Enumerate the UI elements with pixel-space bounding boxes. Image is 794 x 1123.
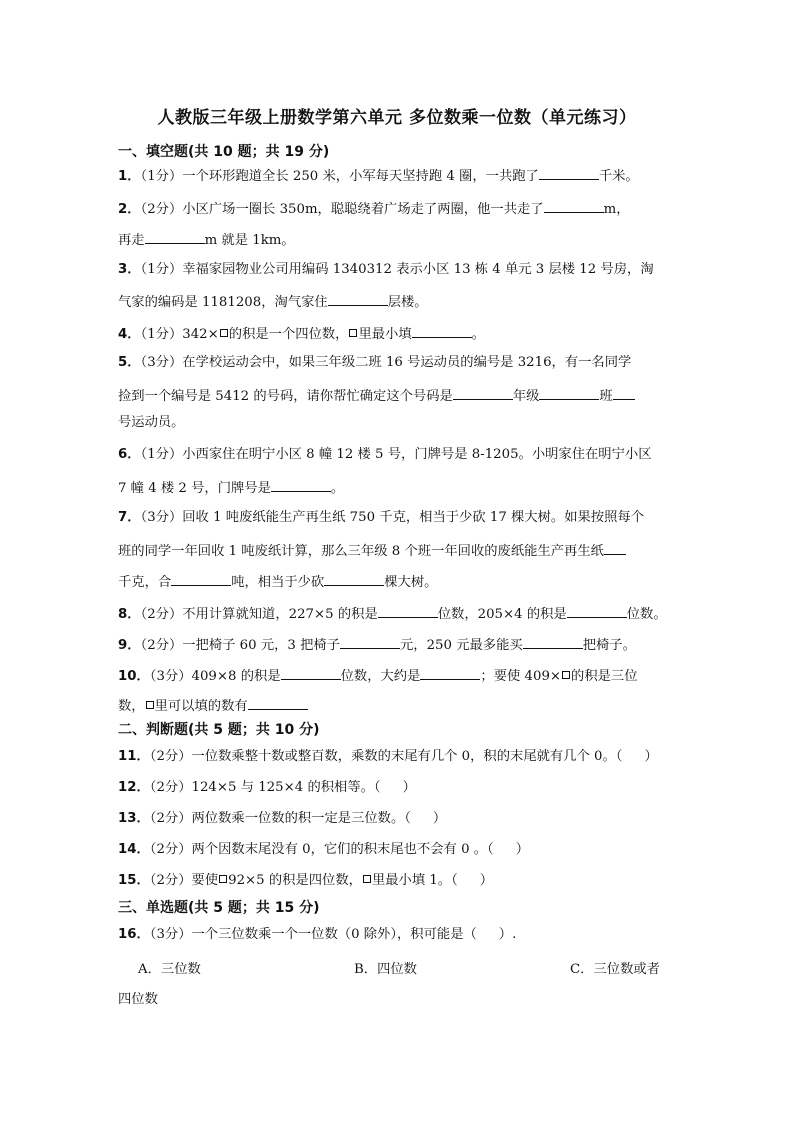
question-6 <box>118 446 678 464</box>
answer-blank[interactable] <box>378 603 438 618</box>
page-title: 人教版三年级上册数学第六单元 多位数乘一位数（单元练习） <box>157 108 637 128</box>
question-16 <box>118 926 678 944</box>
question-text: 再走 <box>118 233 145 248</box>
question-2-continued <box>118 229 678 250</box>
question-text: ） <box>515 842 529 857</box>
question-14 <box>118 841 678 859</box>
question-8 <box>118 603 678 624</box>
question-number: 4． <box>118 327 141 342</box>
question-text: 里最小填 <box>358 327 412 342</box>
question-6-continued <box>118 477 678 498</box>
question-number: 1． <box>118 169 141 184</box>
question-text: 回收 1 吨废纸能生产再生纸 750 千克，相当于少砍 17 棵大树。如果按照每个 <box>182 510 644 525</box>
empty-box-icon <box>562 671 570 679</box>
answer-blank[interactable] <box>412 323 472 338</box>
question-text: 数， <box>118 699 145 714</box>
question-text: 千克，合 <box>118 575 172 590</box>
section-heading-true-false: 二、判断题(共 5 题；共 10 分) <box>118 722 320 738</box>
question-2 <box>118 198 678 219</box>
question-11 <box>118 748 678 766</box>
question-text: ）. <box>498 927 517 942</box>
question-text: 要使 <box>191 873 219 888</box>
question-12 <box>118 779 678 797</box>
question-score: （2分） <box>149 811 192 826</box>
question-score: （2分） <box>149 780 192 795</box>
question-text: 幸福家园物业公司用编码 1340312 表示小区 13 栋 4 单元 3 层楼 12 号房，淘 <box>182 262 654 277</box>
question-score: （3分） <box>149 927 192 942</box>
question-number: 14． <box>118 842 150 857</box>
question-text: 。 <box>330 481 345 496</box>
question-text: ） <box>479 873 494 888</box>
question-text: 班 <box>599 389 613 404</box>
question-10-continued <box>118 695 678 716</box>
question-text: m， <box>603 202 630 217</box>
question-9 <box>118 634 678 655</box>
question-score: （2分） <box>149 749 192 764</box>
answer-blank[interactable] <box>340 634 400 649</box>
answer-blank[interactable] <box>281 665 341 680</box>
question-score: （1分） <box>140 262 183 277</box>
question-score: （2分） <box>140 638 183 653</box>
question-5-continued-2 <box>118 414 678 432</box>
question-number: 7． <box>118 510 141 525</box>
question-score: （3分） <box>149 669 192 684</box>
empty-box-icon <box>146 701 154 709</box>
question-text: 层楼。 <box>387 295 428 310</box>
question-text: 班的同学一年回收 1 吨废纸计算，那么三年级 8 个班一年回收的废纸能生产再生纸 <box>118 544 604 559</box>
answer-blank[interactable] <box>604 540 626 555</box>
question-3 <box>118 261 678 279</box>
question-4 <box>118 323 678 344</box>
question-number: 9． <box>118 638 141 653</box>
question-score: （1分） <box>140 327 183 342</box>
question-text: 一把椅子 60 元，3 把椅子 <box>182 638 340 653</box>
question-text: 位数，205×4 的积是 <box>437 607 567 622</box>
question-text: 两位数乘一位数的积一定是三位数。（ <box>191 811 411 826</box>
question-text: 棵大树。 <box>384 575 438 590</box>
question-text: 的积是一个四位数， <box>228 327 349 342</box>
question-text: 92×5 的积是四位数， <box>228 873 362 888</box>
question-number: 5． <box>118 355 141 370</box>
empty-box-icon <box>349 329 357 337</box>
answer-blank[interactable] <box>544 198 604 213</box>
question-text: 号运动员。 <box>118 415 185 430</box>
question-text: 年级 <box>512 389 540 404</box>
answer-blank[interactable] <box>420 665 480 680</box>
question-15 <box>118 872 678 890</box>
question-number: 13． <box>118 811 150 826</box>
option-a[interactable]: A．三位数 <box>138 962 201 977</box>
question-score: （2分） <box>140 607 183 622</box>
question-7 <box>118 509 678 527</box>
question-text: m 就是 1km。 <box>204 233 295 248</box>
question-text: 的积是三位 <box>571 669 638 684</box>
question-text: 小西家住在明宁小区 8 幢 12 楼 5 号，门牌号是 8-1205。小明家住在明宁小区 <box>182 447 652 462</box>
answer-blank[interactable] <box>523 634 583 649</box>
question-number: 10． <box>118 669 150 684</box>
question-text: 不用计算就知道，227×5 的积是 <box>182 607 378 622</box>
question-text: 位数，大约是 <box>340 669 421 684</box>
question-text: 千米。 <box>598 169 639 184</box>
question-score: （2分） <box>149 842 192 857</box>
question-text: 两个因数末尾没有 0，它们的积末尾也不会有 0 。（ <box>191 842 494 857</box>
question-text: 一个环形跑道全长 250 米，小军每天坚持跑 4 圈，一共跑了 <box>182 169 539 184</box>
question-score: （2分） <box>140 202 183 217</box>
option-c-continued: 四位数 <box>118 992 158 1007</box>
question-number: 2． <box>118 202 141 217</box>
question-text: 124×5 与 125×4 的积相等。（ <box>191 780 381 795</box>
question-1 <box>118 165 678 186</box>
question-3-continued <box>118 291 678 312</box>
question-text: 吨，相当于少砍 <box>231 575 325 590</box>
question-text: 元，250 元最多能买 <box>400 638 523 653</box>
empty-box-icon <box>220 329 228 337</box>
question-number: 6． <box>118 447 141 462</box>
question-5 <box>118 354 678 372</box>
section-heading-fill-blank: 一、填空题(共 10 题；共 19 分) <box>118 144 330 160</box>
question-text: 342× <box>182 327 219 342</box>
answer-blank[interactable] <box>539 385 599 400</box>
question-score: （3分） <box>140 510 183 525</box>
question-text: 把椅子。 <box>582 638 636 653</box>
question-text: 里最小填 1。（ <box>371 873 458 888</box>
answer-blank[interactable] <box>271 477 331 492</box>
question-text: 在学校运动会中，如果三年级二班 16 号运动员的编号是 3216，有一名同学 <box>182 355 632 370</box>
question-text: ） <box>644 749 658 764</box>
question-text: 7 幢 4 楼 2 号，门牌号是 <box>118 481 271 496</box>
answer-blank[interactable] <box>567 603 627 618</box>
answer-blank[interactable] <box>613 385 635 400</box>
answer-blank[interactable] <box>539 165 599 180</box>
option-b[interactable]: B．四位数 <box>354 962 417 977</box>
answer-blank[interactable] <box>324 571 384 586</box>
question-text: 位数。 <box>626 607 667 622</box>
answer-blank[interactable] <box>328 291 388 306</box>
question-7-continued-2 <box>118 571 678 592</box>
question-text: ；要使 409× <box>480 669 562 684</box>
question-score: （1分） <box>140 169 183 184</box>
answer-blank[interactable] <box>145 229 205 244</box>
question-text: 小区广场一圈长 350m，聪聪绕着广场走了两圈，他一共走了 <box>182 202 544 217</box>
question-text: 409×8 的积是 <box>191 669 281 684</box>
question-score: （3分） <box>140 355 183 370</box>
question-number: 15． <box>118 873 150 888</box>
option-c[interactable]: C．三位数或者 <box>570 962 660 977</box>
section-heading-single-choice: 三、单选题(共 5 题；共 15 分) <box>118 900 320 916</box>
question-text: 一位数乘整十数或整百数，乘数的末尾有几个 0，积的末尾就有几个 0。（ <box>191 749 623 764</box>
question-text: 气家的编码是 1181208，淘气家住 <box>118 295 328 310</box>
question-text: 。 <box>471 327 485 342</box>
question-5-continued <box>118 385 678 406</box>
question-13 <box>118 810 678 828</box>
question-number: 8． <box>118 607 141 622</box>
empty-box-icon <box>219 875 227 883</box>
answer-blank[interactable] <box>453 385 513 400</box>
question-score: （2分） <box>149 873 192 888</box>
question-number: 11． <box>118 749 150 764</box>
question-number: 12． <box>118 780 150 795</box>
question-text: ） <box>432 811 447 826</box>
question-text: 一个三位数乘一个一位数（0 除外），积可能是（ <box>191 927 477 942</box>
empty-box-icon <box>363 875 371 883</box>
question-score: （1分） <box>140 447 183 462</box>
question-7-continued <box>118 540 678 561</box>
question-text: ） <box>402 780 416 795</box>
question-number: 16． <box>118 927 150 942</box>
question-text: 捡到一个编号是 5412 的号码，请你帮忙确定这个号码是 <box>118 389 453 404</box>
answer-blank[interactable] <box>171 571 231 586</box>
question-10 <box>118 665 678 686</box>
question-text: 里可以填的数有 <box>154 699 248 714</box>
question-number: 3． <box>118 262 141 277</box>
answer-blank[interactable] <box>248 695 308 710</box>
